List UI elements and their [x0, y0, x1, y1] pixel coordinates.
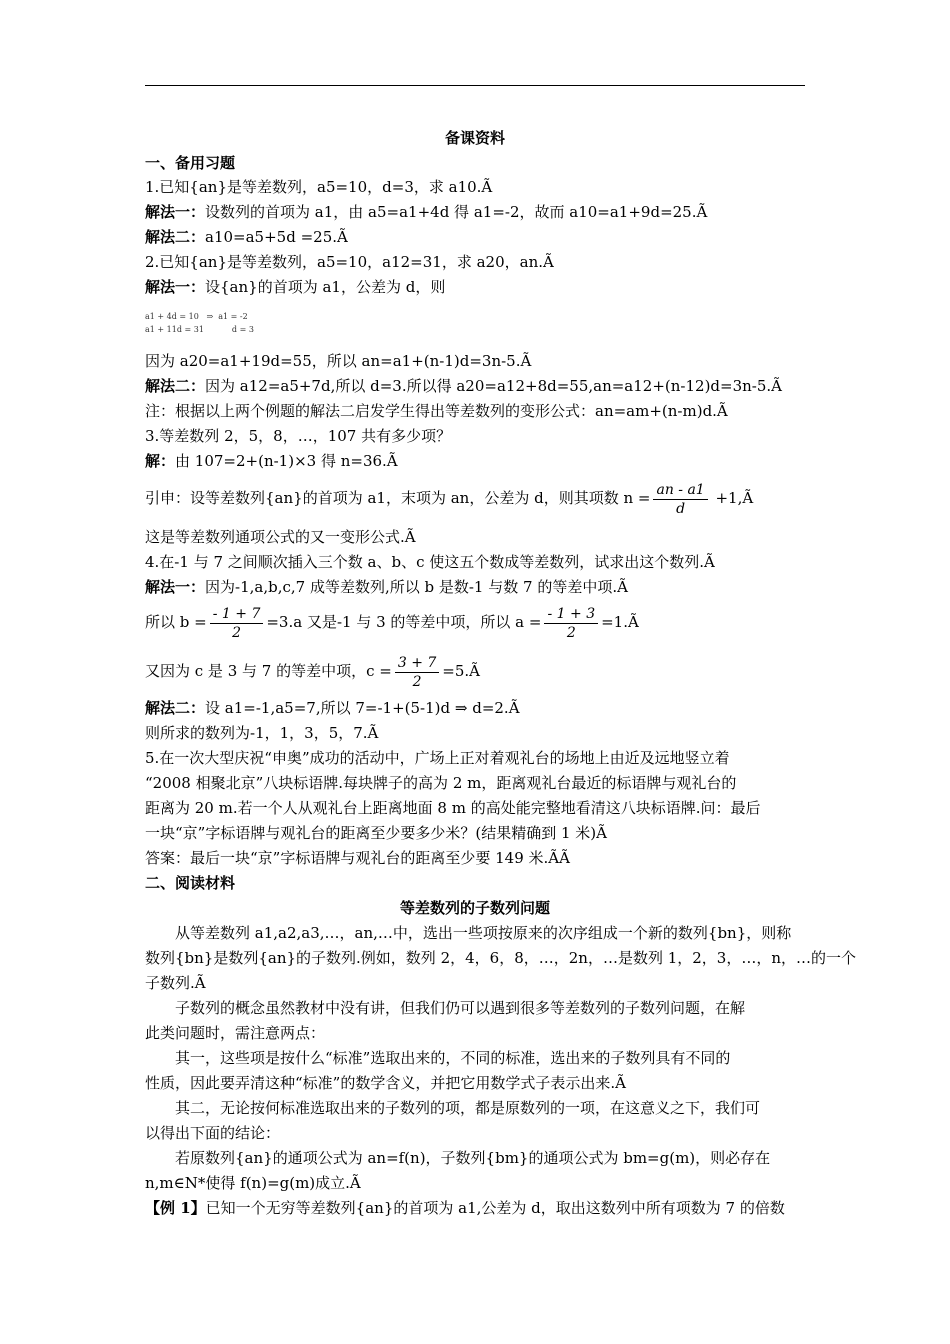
text-line: 4.在-1 与 7 之间顺次插入三个数 a、b、c 使这五个数成等差数列，试求出这个数列.Ã	[145, 553, 715, 571]
text-line: 数列{bn}是数列{an}的子数列.例如，数列 2，4，6，8，…，2n，…是数列 1，2，3，…，n，…的一个	[145, 949, 857, 967]
text-line: 距离为 20 m.若一个人从观礼台上距离地面 8 m 的高处能完整地看清这八块标语牌.问：最后	[145, 799, 761, 817]
text-line: 此类问题时，需注意两点：	[145, 1024, 326, 1042]
text-line: 1.已知{an}是等差数列，a5=10，d=3，求 a10.Ã	[145, 178, 493, 196]
text-line: 解法二：因为 a12=a5+7d,所以 d=3.所以得 a20=a12+8d=55,an=a12+(n-12)d=3n-5.Ã	[145, 377, 783, 395]
text-line: 其一，这些项是按什么“标准”选取出来的，不同的标准，选出来的子数列具有不同的	[145, 1049, 731, 1067]
text-line: 一块“京”字标语牌与观礼台的距离至少要多少米？(结果精确到 1 米)Ã	[145, 824, 607, 842]
text-line: 子数列的概念虽然教材中没有讲，但我们仍可以遇到很多等差数列的子数列问题，在解	[145, 999, 746, 1017]
section-heading: 一、备用习题	[145, 154, 236, 172]
fraction: $\frac{- 1 + 3}{2}$	[544, 605, 598, 642]
text-line: 解法二：a10=a5+5d =25.Ã	[145, 228, 348, 246]
text-line-fraction: 所以 b = $\frac{- 1 + 7}{2}$ =3.a 又是-1 与 3 的等差中项，所以 a = $\frac{- 1 + 3}{2}$ =1.Ã	[145, 605, 639, 641]
text-line: 从等差数列 a1,a2,a3,…，an,…中，选出一些项按原来的次序组成一个新的数列{bn}，则称	[145, 924, 792, 942]
fraction: $\frac{an - a1}{d}$	[653, 481, 707, 518]
subtitle: 等差数列的子数列问题	[399, 899, 550, 917]
text-line: 这是等差数列通项公式的又一变形公式.Ã	[145, 528, 416, 546]
header-rule	[145, 85, 805, 86]
text-line: 若原数列{an}的通项公式为 an=f(n)，子数列{bm}的通项公式为 bm=g(m)，则必存在	[145, 1149, 771, 1167]
text-line-fraction: 又因为 c 是 3 与 7 的等差中项，c = $\frac{3 + 7}{2}$ =5.Ã	[145, 654, 481, 690]
text-line: 解法二：设 a1=-1,a5=7,所以 7=-1+(5-1)d ⇒ d=2.Ã	[145, 699, 520, 717]
text-line: 解：由 107=2+(n-1)×3 得 n=36.Ã	[145, 452, 398, 470]
text-line: 【例 1】已知一个无穷等差数列{an}的首项为 a1,公差为 d，取出这数列中所有项数为 7 的倍数	[145, 1199, 785, 1217]
fraction: $\frac{- 1 + 7}{2}$	[210, 605, 264, 642]
text-line: n,m∈N*使得 f(n)=g(m)成立.Ã	[145, 1174, 361, 1192]
text-line: 解法一：设{an}的首项为 a1，公差为 d，则	[145, 278, 446, 296]
text-line: 性质，因此要弄清这种“标准”的数学含义，并把它用数学式子表示出来.Ã	[145, 1074, 626, 1092]
text-line: 解法一：因为-1,a,b,c,7 成等差数列,所以 b 是数-1 与数 7 的等差中项.Ã	[145, 578, 628, 596]
text-line: 则所求的数列为-1，1，3，5，7.Ã	[145, 724, 379, 742]
text-line: 5.在一次大型庆祝“申奥”成功的活动中，广场上正对着观礼台的场地上由近及远地竖立着	[145, 749, 730, 767]
equation-system: a1 + 4d = 10 ⇒ a1 = -2	[145, 312, 248, 321]
equation-system-line2: a1 + 11d = 31 d = 3	[145, 325, 254, 334]
page-title: 备课资料	[444, 129, 505, 147]
text-line: 3.等差数列 2，5，8，…，107 共有多少项？	[145, 427, 452, 445]
fraction: $\frac{3 + 7}{2}$	[395, 654, 439, 691]
text-line: 因为 a20=a1+19d=55，所以 an=a1+(n-1)d=3n-5.Ã	[145, 352, 532, 370]
text-line: 答案：最后一块“京”字标语牌与观礼台的距离至少要 149 米.ÃÃ	[145, 849, 570, 867]
text-line: 子数列.Ã	[145, 974, 206, 992]
text-line: “2008 相聚北京”八块标语牌.每块牌子的高为 2 m，距离观礼台最近的标语牌与观礼台的	[145, 774, 737, 792]
text-line: 其二，无论按何标准选取出来的子数列的项，都是原数列的一项，在这意义之下，我们可	[145, 1099, 761, 1117]
text-line: 解法一：设数列的首项为 a1，由 a5=a1+4d 得 a1=-2，故而 a10=a1+9d=25.Ã	[145, 203, 708, 221]
text-line-fraction: 引申：设等差数列{an}的首项为 a1，末项为 an，公差为 d，则其项数 n = $\frac{an - a1}{d}$ +1,Ã	[145, 481, 754, 517]
text-line: 2.已知{an}是等差数列，a5=10，a12=31，求 a20，an.Ã	[145, 253, 554, 271]
section-heading: 二、阅读材料	[145, 874, 236, 892]
text-line: 注：根据以上两个例题的解法二启发学生得出等差数列的变形公式：an=am+(n-m)d.Ã	[145, 402, 728, 420]
text-line: 以得出下面的结论：	[145, 1124, 281, 1142]
